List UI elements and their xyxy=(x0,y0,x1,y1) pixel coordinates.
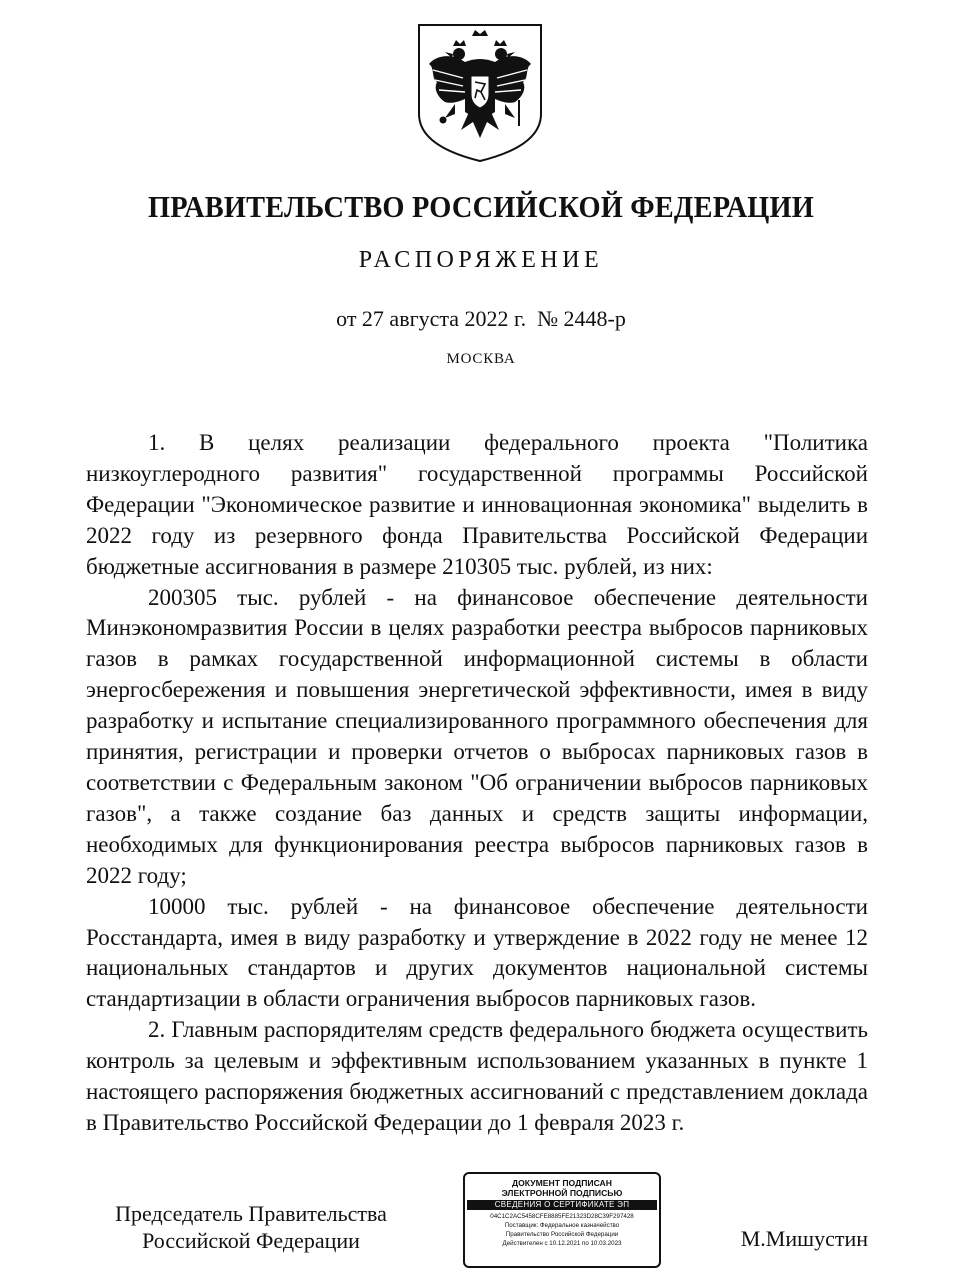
document-city: МОСКВА xyxy=(446,351,516,367)
paragraph-3: 10000 тыс. рублей - на финансовое обеспечение деятельности Росстандарта, имея в виду разработку и утверждение в 2022 году не менее 12 национальных стандартов и других документов национальной системы стандартизации в области ограничения выбросов парниковых газов. xyxy=(86,893,868,1012)
stamp-certificate-bar: СВЕДЕНИЯ О СЕРТИФИКАТЕ ЭП xyxy=(467,1200,657,1210)
government-title: ПРАВИТЕЛЬСТВО РОССИЙСКОЙ ФЕДЕРАЦИИ xyxy=(148,190,814,224)
signer-title-line1: Председатель Правительства xyxy=(115,1201,387,1226)
signer-name: М.Мишустин xyxy=(740,1226,868,1251)
paragraph-1: 1. В целях реализации федерального проекта "Политика низкоуглеродного развития" государственной программы Российской Федерации "Экономическое развитие и инновационная экономика" выделить в 2022 году из резервного фонда Правительства Российской Федерации бюджетные ассигнования в размере 210305 тыс. рублей, из них: xyxy=(86,430,868,579)
document-date-number: от 27 августа 2022 г. № 2448-р xyxy=(336,306,626,331)
stamp-validity: Действителен с 10.12.2021 по 10.03.2023 xyxy=(502,1240,622,1247)
stamp-issuer-line1: Поставщик: Федеральное казначейство xyxy=(504,1222,620,1229)
signer-title xyxy=(86,1200,416,1254)
stamp-heading-line2: ЭЛЕКТРОННОЙ ПОДПИСЬЮ xyxy=(501,1188,623,1198)
stamp-heading-line1: ДОКУМЕНТ ПОДПИСАН xyxy=(512,1178,612,1188)
document-type: РАСПОРЯЖЕНИЕ xyxy=(358,247,604,273)
electronic-signature-stamp xyxy=(463,1172,661,1268)
paragraph-4: 2. Главным распорядителям средств федерального бюджета осуществить контроль за целевым и эффективным использованием указанных в пункте 1 настоящего распоряжения бюджетных ассигнований с представлением доклада в Правительство Российской Федерации до 1 февраля 2023 г. xyxy=(86,1017,868,1135)
stamp-serial: 04C1C2AC5458CFE8885FE21323D28C39F297428 xyxy=(490,1213,634,1220)
paragraph-2: 200305 тыс. рублей - на финансовое обеспечение деятельности Минэкономразвития России в целях разработки реестра выбросов парниковых газов в рамках государственной информационной системы в области энергосбережения и повышения энергетической эффективности, имея в виду разработку и испытание специализированного программного обеспечения для принятия, регистрации и проверки отчетов о выбросах парниковых газов в соответствии с Федеральным законом "Об ограничении выбросов парниковых газов", а также создание баз данных и средств защиты информации, необходимых для функционирования реестра выбросов парниковых газов в 2022 году; xyxy=(86,584,868,888)
signer-title-line2: Российской Федерации xyxy=(142,1228,360,1253)
coat-of-arms-icon xyxy=(415,22,545,164)
stamp-issuer-line2: Правительство Российской Федерации xyxy=(505,1231,619,1238)
document-body xyxy=(86,428,868,1139)
